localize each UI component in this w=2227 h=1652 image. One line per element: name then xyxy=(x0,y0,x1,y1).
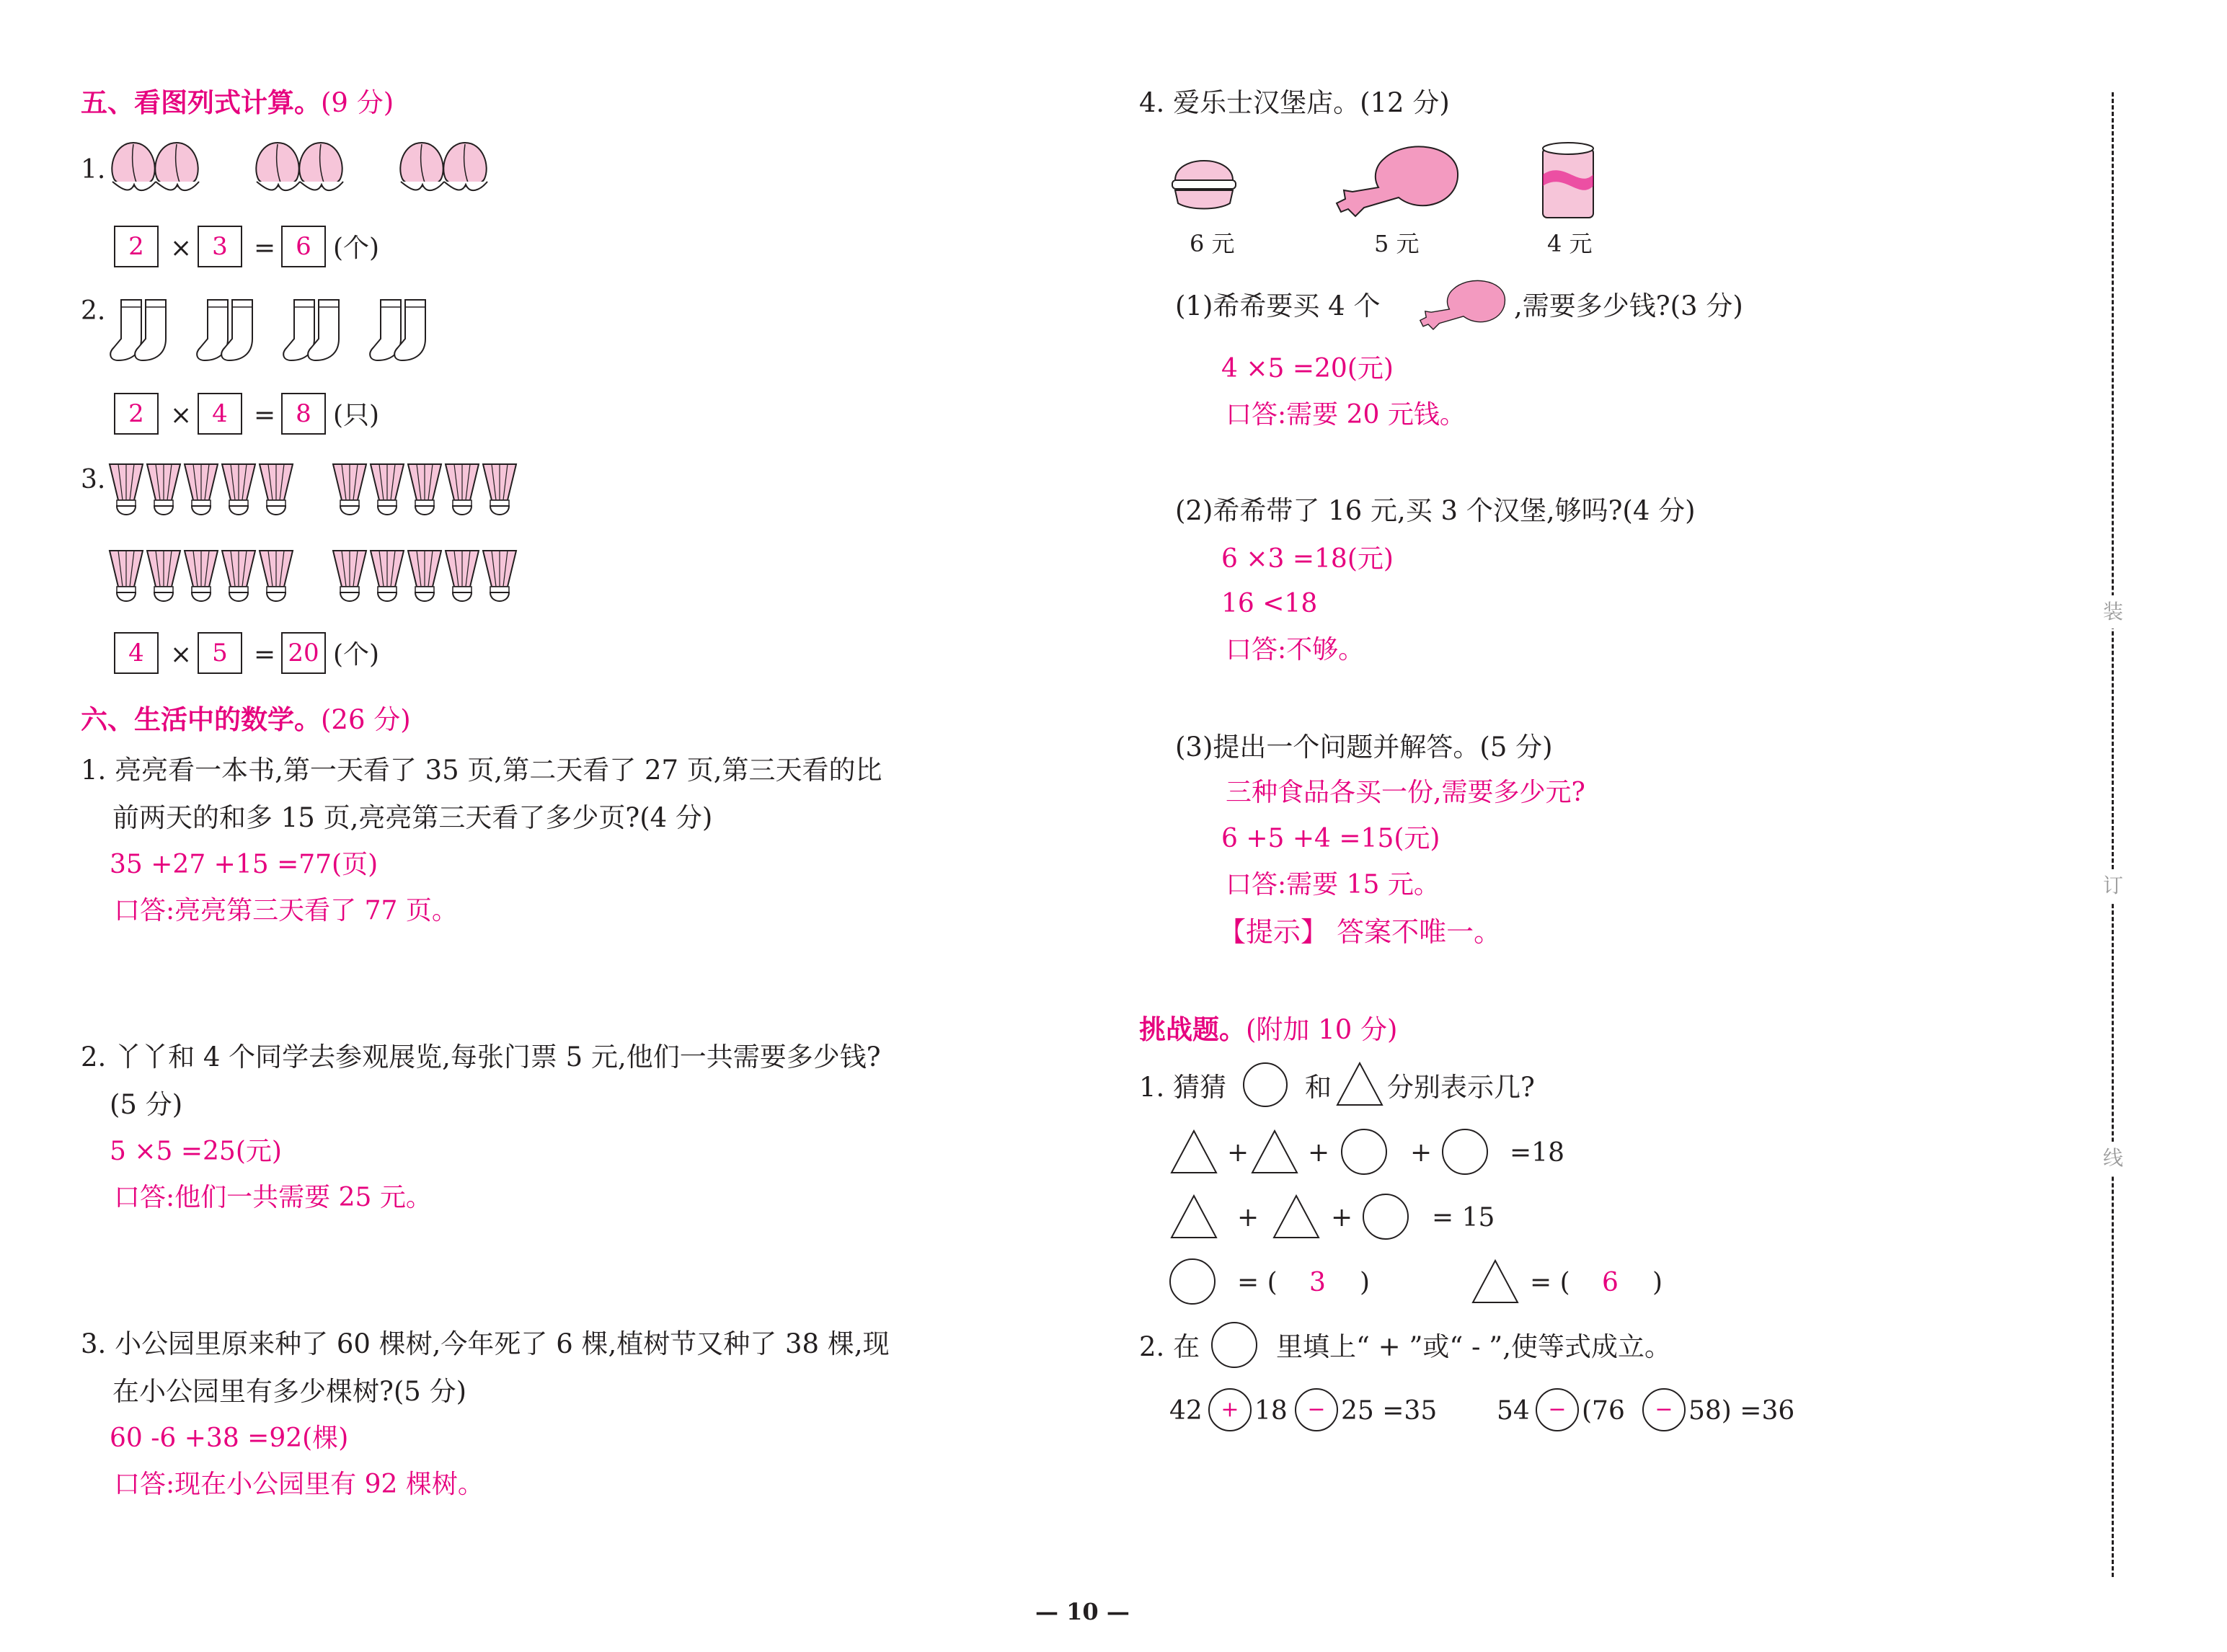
chicken-leg-small-icon xyxy=(1413,274,1514,334)
circle-shape xyxy=(1243,1062,1288,1107)
s6q1-line2: 前两天的和多 15 页,亮亮第三天看了多少页?(4 分) xyxy=(112,802,713,833)
q3-times: × xyxy=(170,640,192,670)
s6q3-calc: 60 -6 +38 =92(棵) xyxy=(110,1424,349,1453)
price-burger: 6 元 xyxy=(1190,230,1235,257)
expr1-op1: + xyxy=(1208,1388,1252,1431)
eq1-plus-2: + xyxy=(1308,1138,1330,1168)
page-number: — 10 — xyxy=(1035,1598,1130,1625)
q4p3-question: 三种食品各买一份,需要多少元? xyxy=(1226,778,1585,807)
expr2-c: 58) =36 xyxy=(1688,1396,1795,1426)
q1-number: 1. xyxy=(81,155,106,185)
q1-box-c: 6 xyxy=(281,226,326,267)
q4p2-text: (2)希希带了 16 元,买 3 个汉堡,够吗?(4 分) xyxy=(1175,495,1696,526)
s6q3-answer: 口答:现在小公园里有 92 棵树。 xyxy=(114,1470,484,1499)
q4p2-calc2: 16 <18 xyxy=(1221,589,1318,618)
section6-score: (26 分) xyxy=(321,704,411,735)
q3-box-a: 4 xyxy=(114,632,159,674)
section5-title: 五、看图列式计算。 xyxy=(81,87,321,118)
binding-label-3: 线 xyxy=(2099,1142,2128,1175)
eq1-circle-1 xyxy=(1341,1129,1387,1175)
eq2-plus-2: + xyxy=(1331,1203,1353,1233)
q4p1-text-b: ,需要多少钱?(3 分) xyxy=(1514,290,1743,321)
ans-circle-eq: = ( xyxy=(1237,1268,1278,1297)
binding-dashed-line xyxy=(2112,92,2114,1577)
ch2-text-b: 里填上“ + ”或“ - ”,使等式成立。 xyxy=(1276,1331,1671,1362)
expr2-a: 54 xyxy=(1497,1396,1530,1426)
section5-score: (9 分) xyxy=(321,87,394,118)
ans-triangle-eq: = ( xyxy=(1530,1268,1570,1297)
q3-box-b: 5 xyxy=(198,632,242,674)
ch2-circle xyxy=(1211,1322,1257,1368)
ans-circle-value: 3 xyxy=(1309,1268,1326,1297)
s6q1-calc: 35 +27 +15 =77(页) xyxy=(110,850,378,879)
q1-unit: (个) xyxy=(333,234,380,263)
s6q2-calc: 5 ×5 =25(元) xyxy=(110,1137,282,1166)
q1-times: × xyxy=(170,234,192,263)
ans-circle xyxy=(1169,1258,1216,1305)
q3-box-c: 20 xyxy=(281,632,326,674)
q1-box-a: 2 xyxy=(114,226,159,267)
q4-title: 4. 爱乐士汉堡店。(12 分) xyxy=(1139,87,1450,118)
ans-triangle xyxy=(1471,1258,1520,1305)
q1-box-b: 3 xyxy=(198,226,242,267)
ans-triangle-close: ) xyxy=(1652,1268,1663,1297)
q2-box-b: 4 xyxy=(198,393,242,435)
expr1-c: 25 =35 xyxy=(1341,1396,1438,1426)
q2-unit: (只) xyxy=(333,401,380,430)
s6q2-line1: 2. 丫丫和 4 个同学去参观展览,每张门票 5 元,他们一共需要多少钱? xyxy=(81,1042,881,1073)
binding-label-1: 装 xyxy=(2099,595,2128,629)
s6q2-answer: 口答:他们一共需要 25 元。 xyxy=(114,1183,432,1212)
q4p3-answer: 口答:需要 15 元。 xyxy=(1226,870,1440,900)
eq1-result: =18 xyxy=(1510,1138,1564,1168)
ch2-text-a: 2. 在 xyxy=(1139,1331,1200,1362)
challenge-heading xyxy=(1139,1016,1397,1043)
expr2-op1: − xyxy=(1536,1388,1579,1431)
eq1-triangle-1 xyxy=(1169,1129,1218,1175)
socks-illustration xyxy=(108,296,454,368)
section5-heading xyxy=(81,89,394,116)
eq2-result: = 15 xyxy=(1432,1203,1495,1233)
expr1-a: 42 xyxy=(1169,1396,1203,1426)
q3-unit: (个) xyxy=(333,640,380,670)
q4p3-text: (3)提出一个问题并解答。(5 分) xyxy=(1175,732,1553,763)
q4p3-tip: 【提示】 答案不唯一。 xyxy=(1218,916,1502,948)
s6q3-line1: 3. 小公园里原来种了 60 棵树,今年死了 6 棵,植树节又种了 38 棵,现 xyxy=(81,1328,890,1359)
peaches-illustration xyxy=(108,137,526,202)
expr1-b: 18 xyxy=(1254,1396,1288,1426)
expr1-op2: − xyxy=(1295,1388,1338,1431)
chicken-leg-icon xyxy=(1327,137,1471,223)
price-drink: 4 元 xyxy=(1547,230,1593,257)
triangle-shape xyxy=(1335,1061,1384,1107)
eq2-circle xyxy=(1363,1194,1409,1240)
eq1-circle-2 xyxy=(1442,1129,1488,1175)
eq2-triangle-2 xyxy=(1272,1194,1321,1240)
ch1-text-b: 和 xyxy=(1305,1072,1332,1103)
binding-label-2: 订 xyxy=(2099,869,2128,902)
eq1-plus-1: + xyxy=(1227,1138,1249,1168)
q3-number: 3. xyxy=(81,465,106,494)
q4p2-calc1: 6 ×3 =18(元) xyxy=(1221,544,1394,574)
drink-can-icon xyxy=(1536,138,1600,225)
q2-box-a: 2 xyxy=(114,393,159,435)
eq1-triangle-2 xyxy=(1250,1129,1299,1175)
ch1-text-a: 1. 猜猜 xyxy=(1139,1072,1227,1103)
section6-heading xyxy=(81,706,411,733)
expr2-op2: − xyxy=(1642,1388,1686,1431)
challenge-score: (附加 10 分) xyxy=(1246,1014,1398,1045)
section6-title: 六、生活中的数学。 xyxy=(81,704,321,735)
ans-triangle-value: 6 xyxy=(1602,1268,1619,1297)
q4p1-calc: 4 ×5 =20(元) xyxy=(1221,354,1394,383)
expr2-b: (76 xyxy=(1582,1396,1625,1426)
price-chicken: 5 元 xyxy=(1374,230,1420,257)
eq2-plus-1: + xyxy=(1237,1203,1259,1233)
ch1-text-c: 分别表示几? xyxy=(1387,1072,1535,1103)
shuttlecocks-illustration xyxy=(108,461,541,613)
q4p2-answer: 口答:不够。 xyxy=(1226,635,1365,665)
s6q3-line2: 在小公园里有多少棵树?(5 分) xyxy=(112,1376,467,1407)
burger-icon xyxy=(1168,150,1240,215)
s6q1-answer: 口答:亮亮第三天看了 77 页。 xyxy=(114,896,458,925)
q4p1-text-a: (1)希希要买 4 个 xyxy=(1175,290,1381,321)
q1-equals: = xyxy=(254,234,276,263)
s6q2-line2: (5 分) xyxy=(110,1089,183,1120)
ans-circle-close: ) xyxy=(1360,1268,1371,1297)
challenge-title: 挑战题。 xyxy=(1139,1014,1246,1045)
q3-equals: = xyxy=(254,640,276,670)
q2-times: × xyxy=(170,401,192,430)
eq2-triangle-1 xyxy=(1169,1194,1218,1240)
q4p3-calc: 6 +5 +4 =15(元) xyxy=(1221,824,1440,853)
q2-equals: = xyxy=(254,401,276,430)
eq1-plus-3: + xyxy=(1410,1138,1433,1168)
s6q1-line1: 1. 亮亮看一本书,第一天看了 35 页,第二天看了 27 页,第三天看的比 xyxy=(81,755,882,786)
q2-number: 2. xyxy=(81,296,106,326)
q4p1-answer: 口答:需要 20 元钱。 xyxy=(1226,400,1466,430)
q2-box-c: 8 xyxy=(281,393,326,435)
